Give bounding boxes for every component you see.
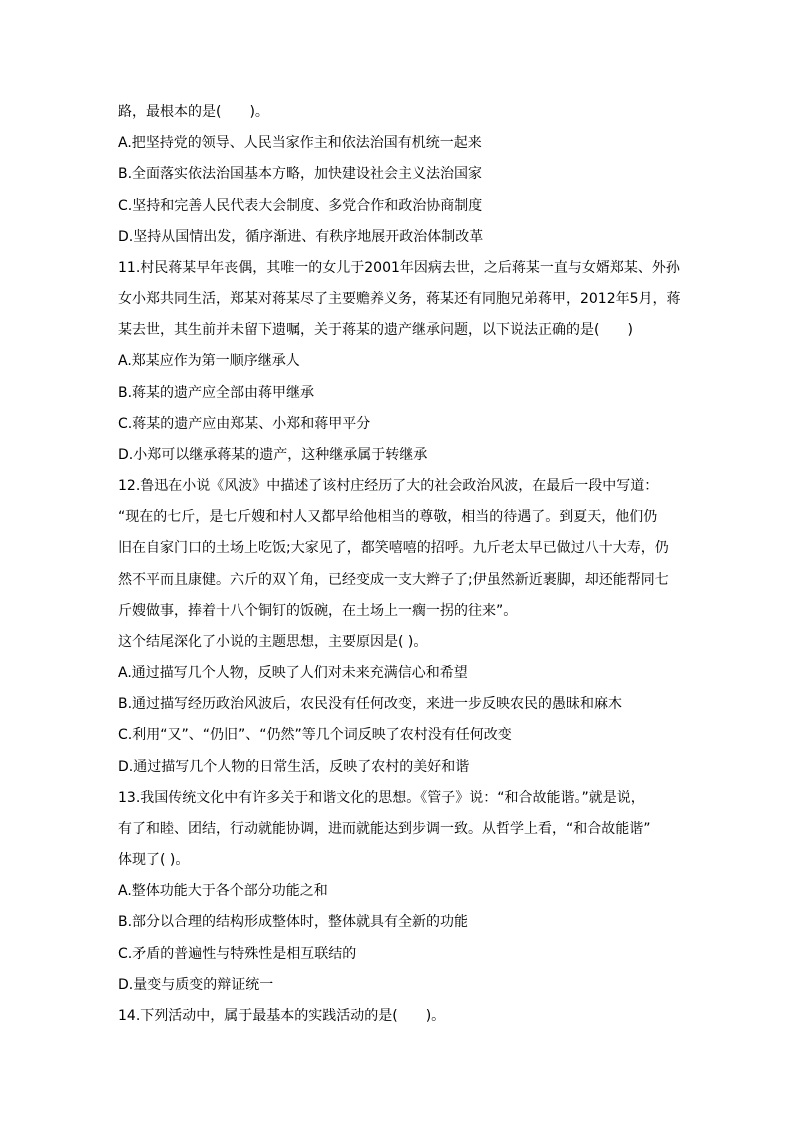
text-line: B.通过描写经历政治风波后，农民没有任何改变，来进一步反映农民的愚昧和麻木 — [118, 696, 623, 713]
text-line: A.通过描写几个人物，反映了人们对未来充满信心和希望 — [118, 665, 468, 682]
text-line: C.坚持和完善人民代表大会制度、多党合作和政治协商制度 — [118, 197, 483, 214]
text-line: 旧在自家门口的土场上吃饭;大家见了，都笑嘻嘻的招呼。九斤老太早已做过八十大寿，仍 — [118, 540, 669, 557]
text-line: C.蒋某的遗产应由郑某、小郑和蒋甲平分 — [118, 415, 371, 432]
text-line: B.部分以合理的结构形成整体时，整体就具有全新的功能 — [118, 914, 469, 931]
text-line: 斤嫂做事，捧着十八个铜钉的饭碗，在土场上一瘸一拐的往来”。 — [118, 602, 518, 619]
text-line: 然不平而且康健。六斤的双丫角，已经变成一支大辫子了;伊虽然新近裹脚，却还能帮同七 — [118, 571, 669, 588]
text-line: A.郑某应作为第一顺序继承人 — [118, 353, 300, 370]
text-line: 14.下列活动中，属于最基本的实践活动的是( )。 — [118, 1007, 446, 1024]
text-line: D.小郑可以继承蒋某的遗产，这种继承属于转继承 — [118, 446, 428, 463]
text-line: 路，最根本的是( )。 — [118, 104, 269, 120]
text-line: 13.我国传统文化中有许多关于和谐文化的思想。《管子》说：“和合故能谐。”就是说， — [118, 789, 645, 806]
text-line: “现在的七斤，是七斤嫂和村人又都早给他相当的尊敬，相当的待遇了。到夏天，他们仍 — [118, 509, 658, 526]
text-line: A.整体功能大于各个部分功能之和 — [118, 883, 328, 900]
text-line: B.蒋某的遗产应全部由蒋甲继承 — [118, 384, 315, 401]
text-line: C.利用“又”、“仍旧”、“仍然”等几个词反映了农村没有任何改变 — [118, 727, 512, 744]
text-line: D.坚持从国情出发，循序渐进、有秩序地展开政治体制改革 — [118, 228, 484, 245]
text-line: 这个结尾深化了小说的主题思想，主要原因是( )。 — [118, 633, 428, 650]
text-line: D.通过描写几个人物的日常生活，反映了农村的美好和谐 — [118, 758, 470, 775]
text-line: B.全面落实依法治国基本方略，加快建设社会主义法治国家 — [118, 166, 483, 183]
text-line: 某去世，其生前并未留下遗嘱，关于蒋某的遗产继承问题，以下说法正确的是( ) — [118, 322, 633, 339]
text-line: 12.鲁迅在小说《风波》中描述了该村庄经历了大的社会政治风波，在最后一段中写道： — [118, 478, 659, 495]
text-line: C.矛盾的普遍性与特殊性是相互联结的 — [118, 945, 357, 962]
text-line: A.把坚持党的领导、人民当家作主和依法治国有机统一起来 — [118, 135, 482, 152]
text-line: 体现了( )。 — [118, 852, 190, 869]
text-line: 女小郑共同生活，郑某对蒋某尽了主要赡养义务，蒋某还有同胞兄弟蒋甲，2012年5月，蒋 — [118, 291, 681, 308]
text-line: 11.村民蒋某早年丧偶，其唯一的女儿于2001年因病去世，之后蒋某一直与女婿郑某、外孙 — [118, 259, 680, 276]
text-line: D.量变与质变的辩证统一 — [118, 976, 274, 993]
text-line: 有了和睦、团结，行动就能协调，进而就能达到步调一致。从哲学上看，“和合故能谐” — [118, 820, 651, 837]
